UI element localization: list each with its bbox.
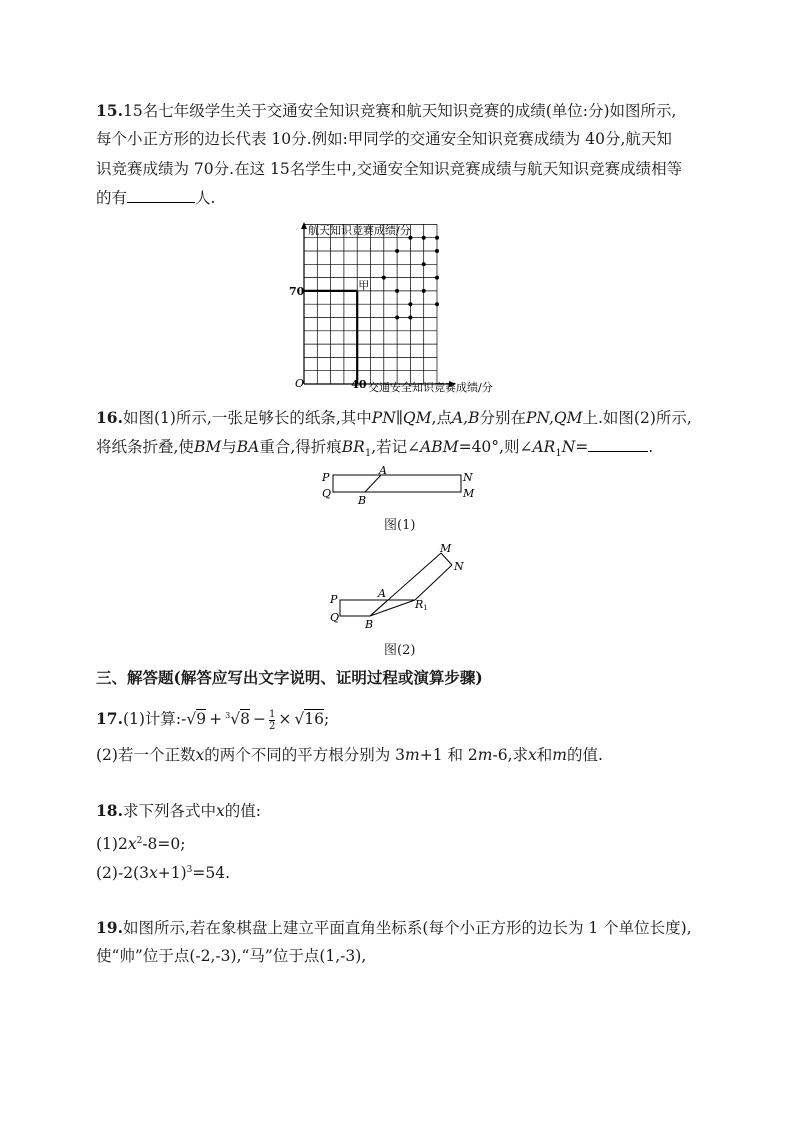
q16-sub2: 1 [555, 448, 562, 460]
q15-number: 15. [96, 101, 123, 120]
q16-pnqm2: PN,QM [525, 409, 583, 427]
q16-t2d: ,若记∠ [371, 438, 421, 456]
q16-answer-blank[interactable] [588, 437, 648, 452]
cbrt-index: 3 [225, 711, 231, 720]
q16-t1a: 如图(1)所示,一张足够长的纸条,其中 [122, 409, 372, 427]
q17-t2e: 和 [536, 746, 553, 764]
fraction-one-half [269, 709, 275, 732]
q18-p2b: +1) [157, 864, 187, 883]
x-axis-label: 交通安全知识竞赛成绩/分 [368, 381, 493, 394]
q16-t2e: =40°,则∠ [458, 438, 533, 456]
data-point [435, 249, 439, 253]
sqrt-9: √9 [186, 710, 207, 729]
q17-m1: m [405, 746, 420, 764]
data-point [422, 262, 426, 266]
data-point [395, 249, 399, 253]
q16-ab: A,B [451, 409, 480, 427]
q16-t2end: . [648, 438, 654, 456]
q17-m3: m [552, 746, 567, 764]
y-axis-label: 航天知识竞赛成绩/分 [308, 224, 411, 237]
q16-bm: BM [193, 438, 222, 456]
data-point [435, 276, 439, 280]
q17-line-2 [96, 745, 603, 765]
q18-line-3 [96, 860, 230, 883]
data-point [435, 236, 439, 240]
fig2-label-b: B [365, 618, 374, 631]
q18-x: x [215, 802, 225, 820]
data-point [422, 236, 426, 240]
q17-line-1 [96, 704, 329, 732]
fig1-label-q: Q [322, 487, 332, 500]
data-point [395, 316, 399, 320]
q18-line-2 [96, 831, 185, 854]
q17-number: 17. [96, 709, 123, 729]
q16-line-1 [96, 408, 692, 428]
q15-text-4b: 人. [195, 189, 216, 207]
q18-number: 18. [96, 801, 123, 820]
cbrt-8-radicand: 8 [240, 710, 251, 729]
fig1-label-n: N [463, 471, 473, 484]
q17-m2: m [477, 746, 493, 764]
fig1-label-b: B [358, 494, 367, 507]
q15-answer-blank[interactable] [127, 188, 195, 203]
data-point [395, 289, 399, 293]
origin-label: O [295, 377, 305, 390]
q16-t2f: = [575, 438, 589, 456]
q17-semicolon: ; [324, 710, 330, 729]
chart-grid [304, 224, 437, 384]
minus-sign: − [253, 710, 267, 729]
q16-t1d: 上.如图(2)所示, [582, 409, 692, 427]
fig2-label-r-sub: 1 [423, 604, 428, 612]
q16-br: BR [341, 438, 365, 456]
frac-den: 2 [269, 720, 276, 732]
segment-ab [365, 475, 381, 492]
fig1-label-p: P [322, 471, 330, 484]
q16-ar: AR [532, 438, 556, 456]
fig2-label-q: Q [330, 611, 340, 624]
fig2-label-a: A [378, 587, 386, 600]
cbrt-8: $^3$√8 [225, 710, 251, 729]
q16-number: 16. [96, 408, 123, 427]
data-point [435, 302, 439, 306]
q15-line-4 [96, 188, 215, 208]
point-label-jia: 甲 [358, 278, 370, 292]
q18-p1a: (1)2 [96, 835, 128, 854]
q16-line-2 [96, 437, 653, 464]
chart-marks [304, 236, 439, 384]
q16-ba: BA [236, 438, 260, 456]
fig2-caption: 图(2) [384, 643, 416, 658]
q19-number: 19. [96, 918, 123, 937]
sqrt-16: √16 [294, 710, 325, 729]
q18-p1x: x [127, 835, 137, 854]
section-3-title: 三、解答题(解答应写出文字说明、证明过程或演算步骤) [96, 668, 483, 687]
q18-p2x: x [148, 864, 158, 883]
q18-t1b: 的值: [224, 802, 261, 820]
q18-line-1 [96, 801, 261, 821]
q19-line-2: 使“帅”位于点(-2,-3),“马”位于点(1,-3), [96, 947, 367, 965]
q19-line-1 [96, 918, 692, 938]
q16-t2b: 与 [221, 438, 237, 456]
crease-br1 [370, 600, 415, 616]
fig1-label-a: A [379, 466, 387, 477]
y-tick-label: 70 [289, 284, 305, 298]
data-point [408, 302, 412, 306]
q15-line-1 [96, 101, 676, 121]
q16-sub1: 1 [364, 448, 372, 460]
q17-t2b: 的两个不同的平方根分别为 3 [204, 746, 406, 764]
q18-p2a: (2)-2(3 [96, 864, 149, 883]
q16-pn-qm: PN∥QM [371, 409, 432, 427]
q17-x2: x [528, 746, 537, 764]
q19-text-1: 如图所示,若在象棋盘上建立平面直角坐标系(每个小正方形的边长为 1 个单位长度), [122, 919, 692, 937]
q16-t1b: ,点 [431, 409, 452, 427]
frac-num: 1 [269, 708, 276, 720]
q18-t1a: 求下列各式中 [122, 802, 216, 820]
q15-text-4a: 的有 [96, 189, 128, 207]
q16-t2a: 将纸条折叠,使 [96, 438, 194, 456]
q16-t2c: 重合,得折痕 [259, 438, 342, 456]
q16-n: N [561, 438, 576, 456]
q15-text-1: 15名七年级学生关于交通安全知识竞赛和航天知识竞赛的成绩(单位:分)如图所示, [122, 102, 677, 120]
figure-2-folded-strip [326, 540, 476, 632]
q18-p1sup: 2 [136, 836, 143, 846]
q17-t2f: 的值. [567, 746, 603, 764]
q18-p1b: -8=0; [142, 835, 186, 854]
q16-t1c: 分别在 [479, 409, 526, 427]
strip-edge-rn [415, 565, 452, 600]
q17-x1: x [195, 746, 205, 764]
figure-1-paper-strip [318, 466, 478, 508]
q17-t2d: -6,求 [492, 746, 529, 764]
times-sign: × [278, 710, 292, 729]
q15-line-2: 每个小正方形的边长代表 10分.例如:甲同学的交通安全知识竞赛成绩为 40分,航天知 [96, 130, 672, 148]
q18-p2c: =54. [192, 864, 230, 883]
x-tick-label: 40 [351, 378, 367, 391]
data-point [408, 316, 412, 320]
q17-t2c: +1 和 2 [419, 746, 478, 764]
fig1-label-m: M [463, 487, 475, 500]
q17-p1-label: (1)计算:- [122, 710, 187, 729]
segment-ba [370, 600, 388, 616]
plus-sign: + [209, 710, 223, 729]
fig1-caption: 图(1) [384, 518, 416, 533]
q15-line-3: 识竞赛成绩为 70分.在这 15名学生中,交通安全知识竞赛成绩与航天知识竞赛成绩相等 [96, 160, 683, 178]
fig2-label-r1 [414, 598, 428, 612]
fig2-label-p: P [330, 593, 338, 606]
strip-rect [333, 475, 461, 492]
sqrt-16-radicand: 16 [304, 710, 325, 729]
sqrt-9-radicand: 9 [196, 710, 207, 729]
fig2-label-m: M [440, 542, 452, 555]
data-point [422, 289, 426, 293]
fig2-label-r: R [415, 598, 424, 611]
y-axis-arrow [301, 222, 307, 229]
q16-abm: ABM [420, 438, 459, 456]
score-scatter-chart [280, 218, 520, 398]
data-point [382, 276, 386, 280]
q18-p2sup: 3 [186, 865, 193, 875]
q17-t2a: (2)若一个正数 [96, 746, 196, 764]
fig2-label-n: N [454, 560, 464, 573]
